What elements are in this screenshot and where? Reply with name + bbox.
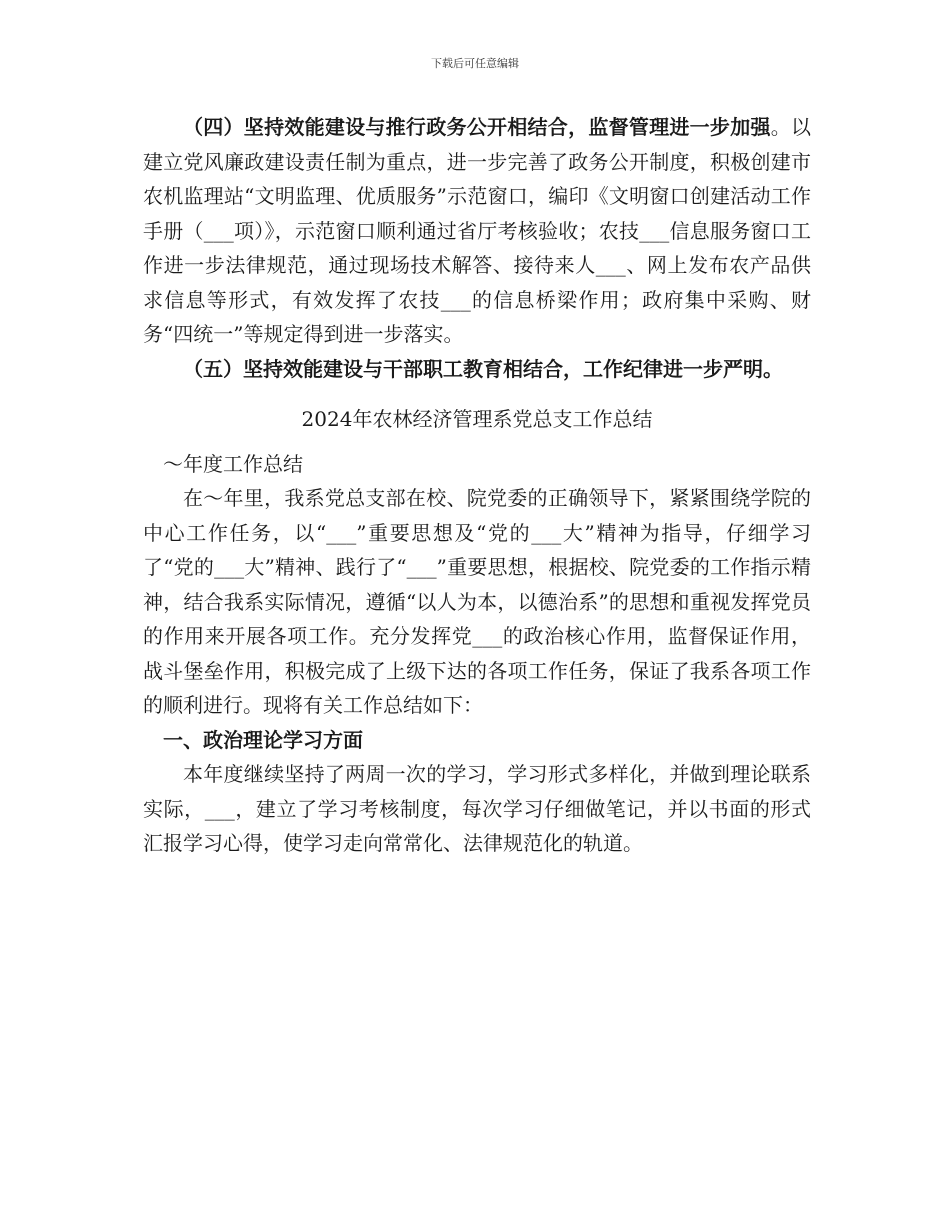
- part-1-heading: 一、政治理论学习方面: [163, 727, 363, 752]
- section-5-heading: （五）坚持效能建设与干部职工教育相结合，工作纪律进一步严明。: [183, 356, 783, 381]
- document-content: [143, 110, 811, 861]
- part-1-body: 本年度继续坚持了两周一次的学习，学习形式多样化，并做到理论联系实际，___，建立了学习考核制度，每次学习仔细做笔记，并以书面的形式汇报学习心得，使学习走向常常化、法律规范化的轨道。: [143, 762, 811, 855]
- document-subtitle: ～年度工作总结: [163, 451, 303, 476]
- section-4-body: 。以建立党风廉政建设责任制为重点，进一步完善了政务公开制度，积极创建市农机监理站“文明监理、优质服务”示范窗口，编印《文明窗口创建活动工作手册（___项）》，示范窗口顺利通过省厅考核验收；农技___信息服务窗口工作进一步法律规范，通过现场技术解答、接待来人___、网上发布农产品供求信息等形式，有效发挥了农技___的信息桥梁作用；政府集中采购、财务“四统一”等规定得到进一步落实。: [143, 115, 812, 346]
- section-4-paragraph: [143, 110, 811, 352]
- section-4-heading: （四）坚持效能建设与推行政务公开相结合，监督管理进一步加强: [183, 115, 771, 139]
- document-title: 2024年农林经济管理系党总支工作总结: [301, 407, 653, 431]
- intro-paragraph: 在～年里，我系党总支部在校、院党委的正确领导下，紧紧围绕学院的中心工作任务，以“___”重要思想及“党的___大”精神为指导，仔细学习了“党的___大”精神、践行了“___”重要思想，根据校、院党委的工作指示精神，结合我系实际情况，遵循“以人为本，以德治系”的思想和重视发挥党员的作用来开展各项工作。充分发挥党___的政治核心作用，监督保证作用，战斗堡垒作用，积极完成了上级下达的各项工作任务，保证了我系各项工作的顺利进行。现将有关工作总结如下：: [143, 486, 811, 717]
- header-note: 下载后可任意编辑: [431, 57, 519, 70]
